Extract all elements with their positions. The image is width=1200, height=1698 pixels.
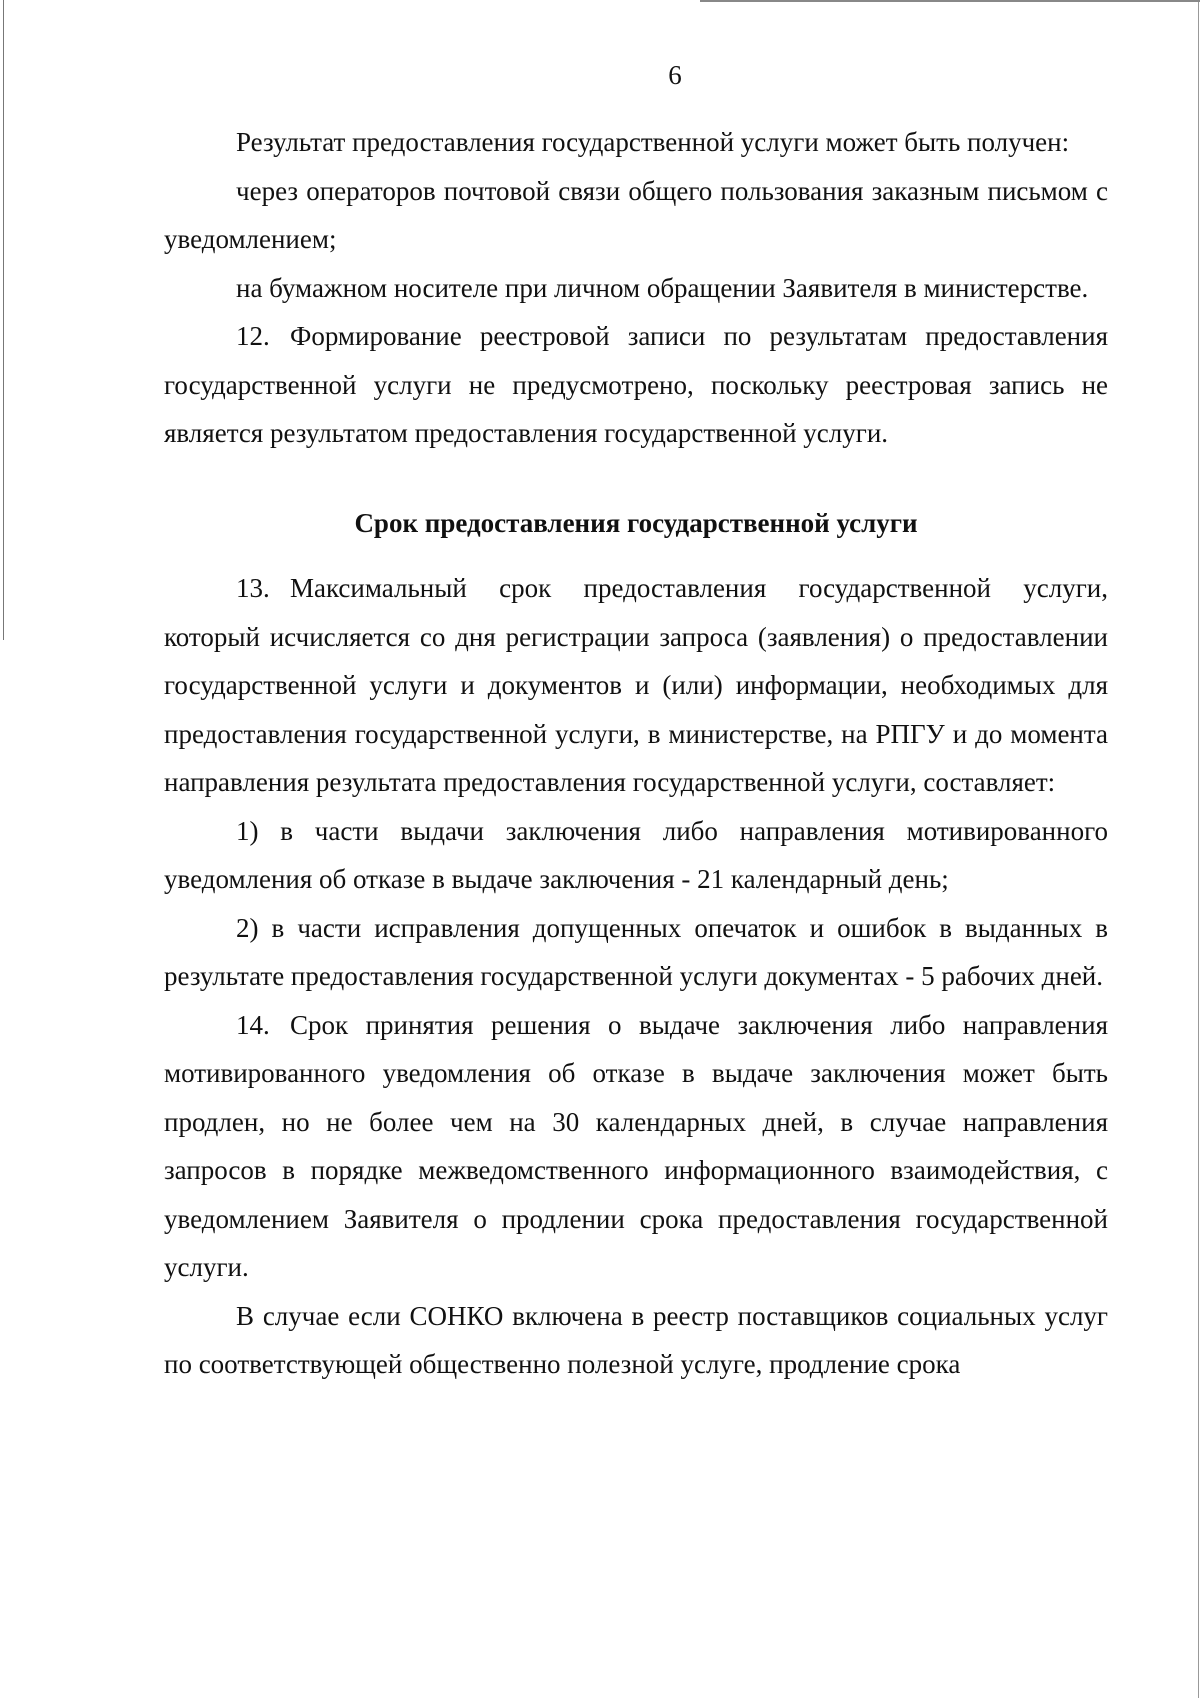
paragraph-result-obtained: Результат предоставления государственной услуги может быть получен: (236, 127, 1070, 157)
item-13-text: Максимальный срок предоставления государственной услуги, который исчисляется со дня регистрации запроса (заявления) о предоставлении государственной услуги и документов и (или) информации, необходимых для предоставления государственной услуги, в министерстве, на РПГУ и до момента направления результата предоставления государственной услуги, составляет: (164, 573, 1108, 797)
paragraph-item-13 (164, 564, 1108, 807)
paragraph-sonko: В случае если СОНКО включена в реестр поставщиков социальных услуг по соответствующей общественно полезной услуге, продление срока (164, 1300, 1108, 1379)
scan-edge-top (700, 0, 1200, 2)
page-number: 6 (668, 60, 682, 90)
paragraph-item-14 (164, 1001, 1108, 1292)
scan-edge-right (1198, 0, 1199, 1698)
item-12-text: Формирование реестровой записи по результатам предоставления государственной услуги не предусмотрено, поскольку реестровая запись не является результатом предоставления государственной услуги. (164, 321, 1108, 448)
item-14-number: 14. (236, 1009, 270, 1040)
section-heading: Срок предоставления государственной услуги (354, 507, 918, 538)
paragraph-postal-delivery: через операторов почтовой связи общего пользования заказным письмом с уведомлением; (164, 175, 1108, 254)
item-13-number: 13. (236, 573, 270, 603)
document-body (164, 118, 1108, 1389)
subitem-2: 2) в части исправления допущенных опечаток и ошибок в выданных в результате предоставления государственной услуги документах - 5 рабочих дней. (164, 912, 1108, 991)
item-14-text: Срок принятия решения о выдаче заключения либо направления мотивированного уведомления об отказе в выдаче заключения может быть продлен, но не более чем на 30 календарных дней, в случае направления запросов в порядке межведомственного информационного взаимодействия, с уведомлением Заявителя о продлении срока предоставления государственной услуги. (164, 1009, 1108, 1282)
paragraph-paper-delivery: на бумажном носителе при личном обращении Заявителя в министерстве. (236, 272, 1089, 303)
item-12-number: 12. (236, 321, 270, 351)
subitem-1: 1) в части выдачи заключения либо направления мотивированного уведомления об отказе в выдаче заключения - 21 календарный день; (164, 815, 1108, 894)
scan-edge-left (3, 0, 4, 640)
paragraph-item-12 (164, 312, 1108, 458)
